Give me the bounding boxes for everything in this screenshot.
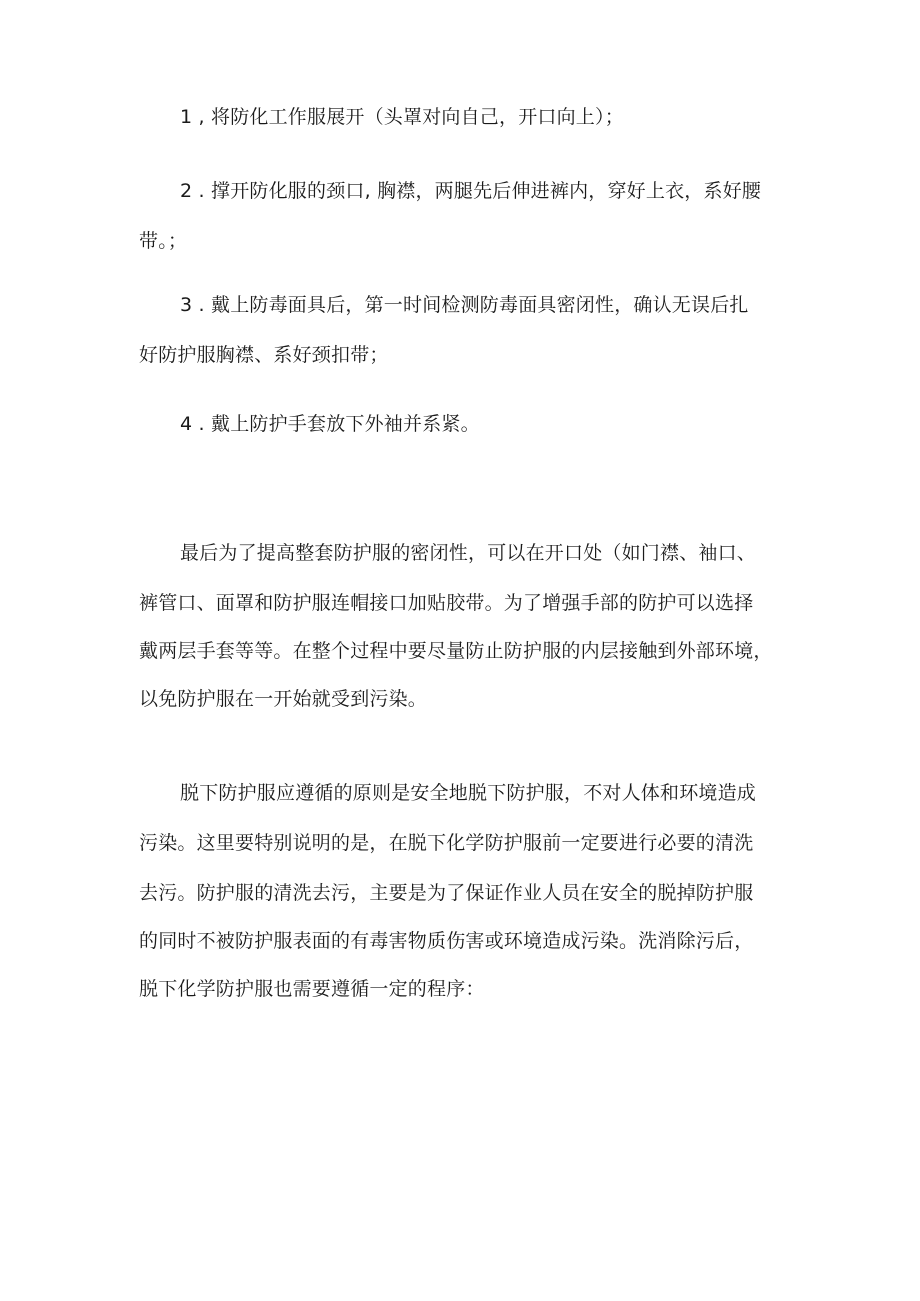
paragraph-2-line-5: 脱下化学防护服也需要遵循一定的程序：: [139, 978, 485, 1000]
paragraph-2-line-2: 污染。这里要特别说明的是，在脱下化学防护服前一定要进行必要的清洗: [139, 832, 754, 854]
paragraph-1-line-3: 戴两层手套等等。在整个过程中要尽量防止防护服的内层接触到外部环境，: [139, 640, 773, 662]
step-3-line-2: 好防护服胸襟、系好颈扣带；: [139, 344, 389, 366]
step-3-line-1: 3 . 戴上防毒面具后，第一时间检测防毒面具密闭性，确认无误后扎: [180, 294, 749, 316]
step-1-line-1: 1 , 将防化工作服展开（头罩对向自己，开口向上）；: [180, 106, 624, 128]
paragraph-2-line-4: 的同时不被防护服表面的有毒害物质伤害或环境造成污染。洗消除污后，: [139, 930, 754, 952]
step-2-line-1: 2 . 撑开防化服的颈口, 胸襟，两腿先后伸进裤内，穿好上衣，系好腰: [180, 180, 762, 202]
paragraph-2-line-3: 去污。防护服的清洗去污，主要是为了保证作业人员在安全的脱掉防护服: [139, 882, 754, 904]
step-4-line-1: 4 . 戴上防护手套放下外袖并系紧。: [180, 413, 480, 435]
step-2-line-2: 带。；: [139, 230, 188, 252]
paragraph-1-line-4: 以免防护服在一开始就受到污染。: [139, 688, 428, 710]
paragraph-2-line-1: 脱下防护服应遵循的原则是安全地脱下防护服，不对人体和环境造成: [180, 782, 757, 804]
paragraph-1-line-1: 最后为了提高整套防护服的密闭性，可以在开口处（如门襟、袖口、: [180, 542, 757, 564]
paragraph-1-line-2: 裤管口、面罩和防护服连帽接口加贴胶带。为了增强手部的防护可以选择: [139, 592, 754, 614]
